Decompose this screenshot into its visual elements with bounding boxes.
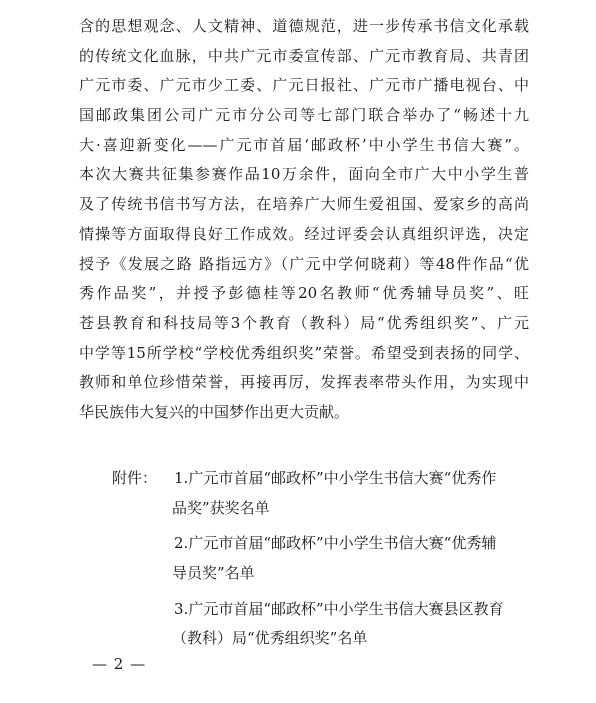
attachment-title: 广元市首届“邮政杯”中小学生书信大赛“优秀辅 [188,534,497,553]
body-line: 中学等15所学校“学校优秀组织奖”荣誉。希望受到表扬的同学、 [79,343,529,362]
body-line: 含的思想观念、人文精神、道德规范，进一步传承书信文化承载 [79,17,529,35]
attachment-title-continued: 品奖”获奖名单 [172,498,270,517]
body-line: 的传统文化血脉，中共广元市委宣传部、广元市教育局、共青团 [79,46,529,65]
attachment-item [112,529,532,559]
attachment-item-text [174,529,496,559]
attachment-title-continued: 导员奖”名单 [172,564,255,583]
body-line: 华民族伟大复兴的中国梦作出更大贡献。 [79,402,350,421]
attachment-item-continuation [112,624,532,654]
attachment-title: 广元市首届“邮政杯”中小学生书信大赛县区教育 [188,599,504,618]
body-line: 秀作品奖”，并授予彭德桂等20名教师“优秀辅导员奖”、旺 [79,284,529,303]
page-number: — 2 — [92,655,147,673]
body-line: 教师和单位珍惜荣誉，再接再厉，发挥表率带头作用，为实现中 [79,373,529,392]
attachment-title-continued: （教科）局“优秀组织奖”名单 [172,629,368,648]
attachments-label: 附件： [112,469,158,487]
attachment-number: 1. [174,469,189,487]
body-line: 广元市委、广元市少工委、广元日报社、广元市广播电视台、中 [79,76,529,95]
attachment-number: 3. [174,599,189,618]
attachment-title: 广元市首届“邮政杯”中小学生书信大赛“优秀作 [188,469,497,487]
body-line: 授予《发展之路 路指远方》（广元中学何晓莉）等48件作品“优 [79,254,529,273]
body-line: 大·喜迎新变化——广元市首届‘邮政杯’中小学生书信大赛”。 [79,135,529,154]
attachment-item-text [174,464,496,494]
attachments-list [112,464,532,654]
attachment-number: 2. [174,534,189,553]
body-line: 本次大赛共征集参赛作品10万余件，面向全市广大中小学生普 [79,165,529,184]
attachment-item-continuation [112,494,532,524]
attachment-item [112,595,532,625]
attachment-item-continuation [112,559,532,589]
body-line: 及了传统书信书写方法，在培养广大师生爱祖国、爱家乡的高尚 [79,195,529,214]
body-line: 情操等方面取得良好工作成效。经过评委会认真组织评选，决定 [79,224,529,243]
attachment-item [112,464,532,494]
attachment-item-text [174,595,504,625]
body-paragraph [79,12,529,428]
body-line: 苍县教育和科技局等3个教育（教科）局“优秀组织奖”、广元 [79,313,529,332]
body-line: 国邮政集团公司广元市分公司等七部门联合举办了“畅述十九 [79,106,529,125]
